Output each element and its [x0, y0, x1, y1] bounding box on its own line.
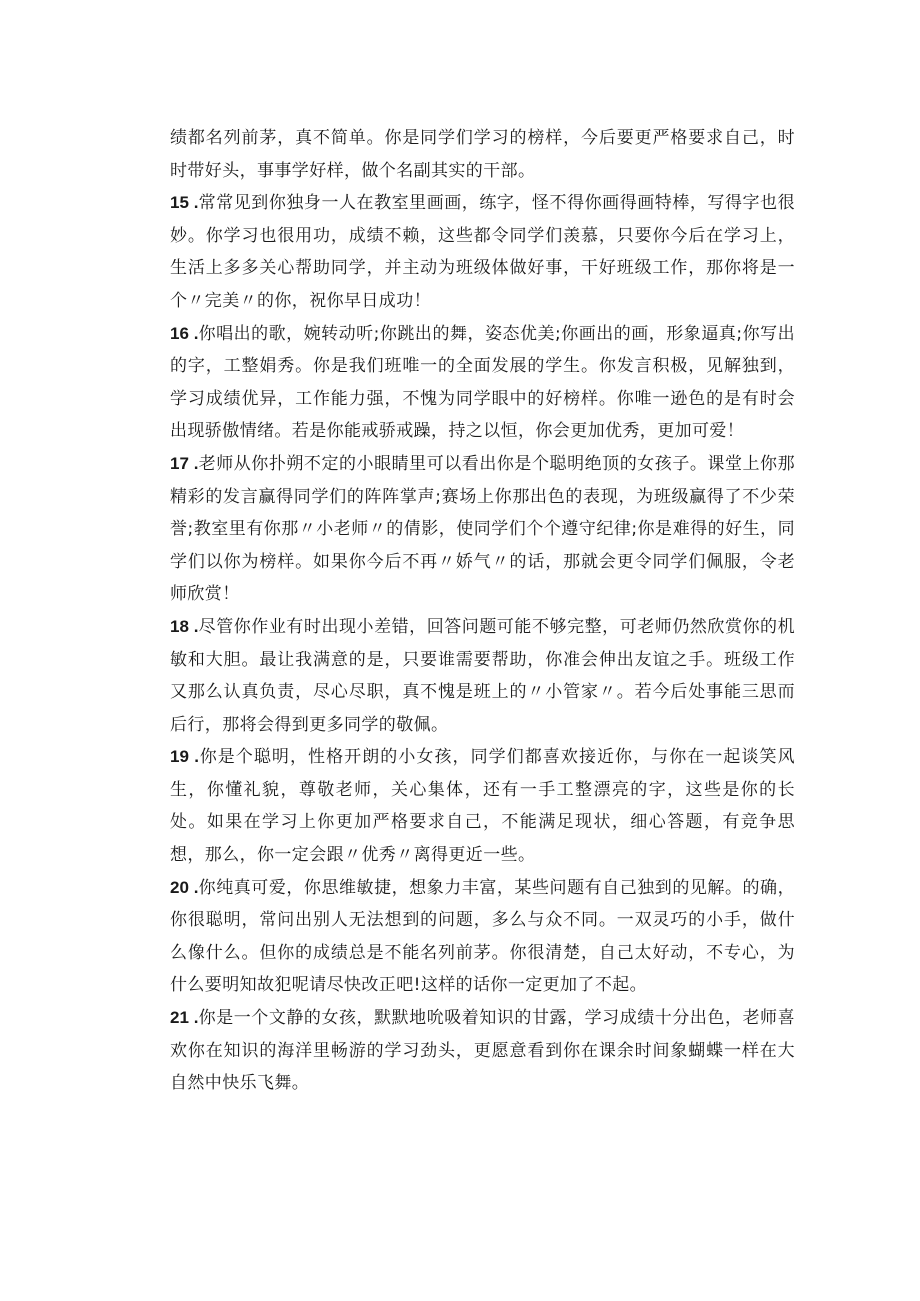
- paragraph-15: [170, 187, 795, 317]
- paragraph-number: 18: [170, 616, 189, 636]
- paragraph-text: 尽管你作业有时出现小差错，回答问题可能不够完整，可老师仍然欣赏你的机敏和大胆。最让我满意的是，只要谁需要帮助，你准会伸出友谊之手。班级工作又那么认真负责，尽心尽职，真不愧是班上的〃小管家〃。若今后处事能三思而后行，那将会得到更多同学的敬佩。: [170, 616, 795, 735]
- paragraph-16: [170, 318, 795, 448]
- paragraph-number: 21: [170, 1008, 189, 1028]
- paragraph-21: [170, 1002, 795, 1100]
- paragraph-number: 17: [170, 453, 189, 473]
- document-body: [170, 122, 795, 1100]
- paragraph-text: 你是一个文静的女孩，默默地吮吸着知识的甘露，学习成绩十分出色，老师喜欢你在知识的海洋里畅游的学习劲头，更愿意看到你在课余时间象蝴蝶一样在大自然中快乐飞舞。: [170, 1008, 795, 1094]
- paragraph-text: 你是个聪明，性格开朗的小女孩，同学们都喜欢接近你，与你在一起谈笑风生，你懂礼貌，尊敬老师，关心集体，还有一手工整漂亮的字，这些是你的长处。如果在学习上你更加严格要求自己，不能满足现状，细心答题，有竞争思想，那么，你一定会跟〃优秀〃离得更近一些。: [170, 747, 795, 866]
- paragraph-18: [170, 611, 795, 741]
- paragraph-17: [170, 448, 795, 611]
- paragraph-number: 15: [170, 193, 189, 213]
- paragraph-text: 绩都名列前茅，真不简单。你是同学们学习的榜样，今后要更严格要求自己，时时带好头，事事学好样，做个名副其实的干部。: [170, 128, 795, 181]
- number-suffix: .: [188, 453, 199, 473]
- paragraph-text: 老师从你扑朔不定的小眼睛里可以看出你是个聪明绝顶的女孩子。课堂上你那精彩的发言赢得同学们的阵阵掌声;赛场上你那出色的表现，为班级赢得了不少荣誉;教室里有你那〃小老师〃的倩影，使同学们个个遵守纪律;你是难得的好生，同学们以你为榜样。如果你今后不再〃娇气〃的话，那就会更令同学们佩服，令老师欣赏！: [170, 453, 795, 605]
- paragraph-19: [170, 741, 795, 871]
- number-suffix: .: [188, 747, 200, 767]
- paragraph-number: 20: [170, 877, 189, 897]
- number-suffix: .: [188, 323, 199, 343]
- paragraph-text: 常常见到你独身一人在教室里画画，练字，怪不得你画得画特棒，写得字也很妙。你学习也很用功，成绩不赖，这些都令同学们羡慕，只要你今后在学习上，生活上多多关心帮助同学，并主动为班级体做好事，干好班级工作，那你将是一个〃完美〃的你，祝你早日成功！: [170, 193, 795, 311]
- paragraph-20: [170, 872, 795, 1002]
- number-suffix: .: [188, 877, 199, 897]
- number-suffix: .: [188, 1008, 199, 1028]
- number-suffix: .: [188, 193, 199, 213]
- paragraph-number: 16: [170, 323, 189, 343]
- paragraph-text: 你唱出的歌，婉转动听;你跳出的舞，姿态优美;你画出的画，形象逼真;你写出的字，工整娟秀。你是我们班唯一的全面发展的学生。你发言积极，见解独到，学习成绩优异，工作能力强，不愧为同学眼中的好榜样。你唯一逊色的是有时会出现骄傲情绪。若是你能戒骄戒躁，持之以恒，你会更加优秀，更加可爱！: [170, 323, 795, 442]
- paragraph-continued: [170, 122, 795, 187]
- paragraph-number: 19: [170, 747, 189, 767]
- number-suffix: .: [188, 616, 199, 636]
- paragraph-text: 你纯真可爱，你思维敏捷，想象力丰富，某些问题有自己独到的见解。的确，你很聪明，常问出别人无法想到的问题，多么与众不同。一双灵巧的小手，做什么像什么。但你的成绩总是不能名列前茅。你很清楚，自己太好动，不专心，为什么要明知故犯呢请尽快改正吧!这样的话你一定更加了不起。: [170, 877, 795, 996]
